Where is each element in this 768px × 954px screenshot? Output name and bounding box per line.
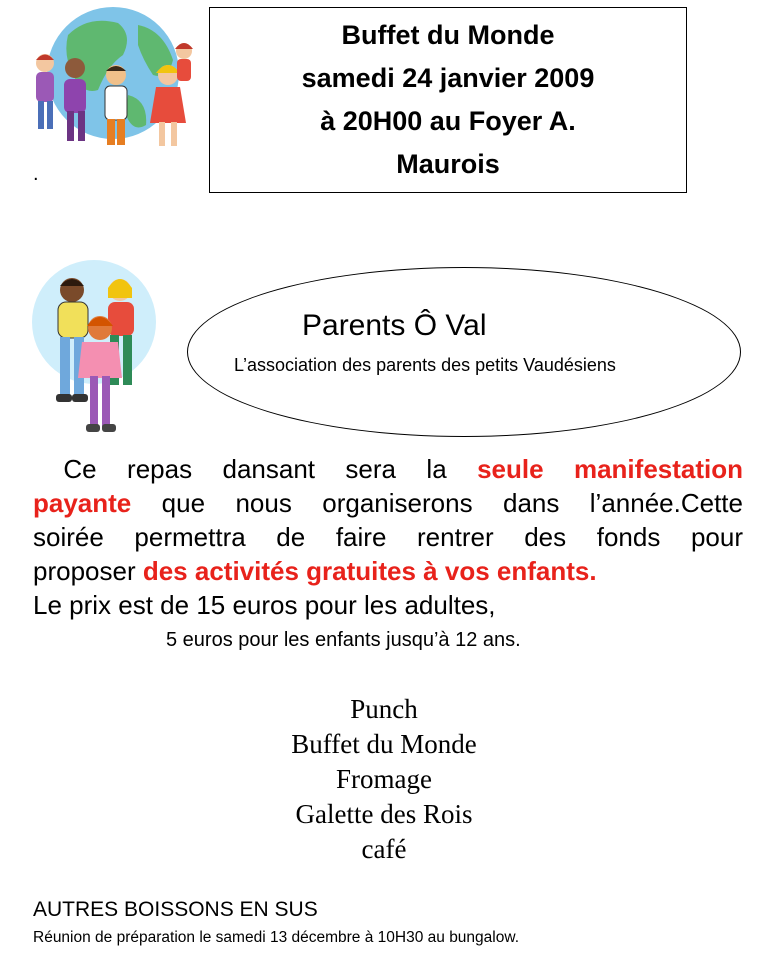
description-paragraph bbox=[33, 452, 743, 622]
association-subtitle: L’association des parents des petits Vaudésiens bbox=[234, 355, 616, 375]
paragraph-line-4: proposer des activités gratuites à vos enfants. bbox=[33, 556, 597, 586]
stray-dot: . bbox=[33, 163, 39, 185]
adult-price-line: Le prix est de 15 euros pour les adultes, bbox=[33, 590, 496, 620]
children-circle-illustration bbox=[32, 258, 164, 440]
event-title-box bbox=[209, 7, 687, 193]
paragraph-line-1: Ce repas dansant sera la seule manifestation bbox=[33, 454, 743, 484]
highlight-activites-gratuites: des activités gratuites à vos enfants. bbox=[142, 556, 597, 586]
highlight-seule-manifestation: seule manifestation bbox=[477, 454, 743, 484]
other-drinks-note: AUTRES BOISSONS EN SUS bbox=[33, 898, 318, 921]
association-oval bbox=[187, 267, 741, 437]
menu-list bbox=[0, 692, 768, 867]
event-title-line: Buffet du Monde bbox=[341, 20, 555, 50]
preparation-meeting-note: Réunion de préparation le samedi 13 décembre à 10H30 au bungalow. bbox=[33, 929, 520, 946]
menu-item: café bbox=[361, 834, 407, 864]
menu-item: Fromage bbox=[336, 764, 432, 794]
event-place-line: Maurois bbox=[396, 149, 500, 179]
children-globe-illustration bbox=[28, 5, 198, 155]
menu-item: Buffet du Monde bbox=[291, 729, 477, 759]
paragraph-line-2: payante que nous organiserons dans l’année.Cette bbox=[33, 488, 743, 518]
highlight-payante: payante bbox=[33, 488, 132, 518]
menu-item: Galette des Rois bbox=[295, 799, 473, 829]
menu-item: Punch bbox=[350, 694, 418, 724]
association-name: Parents Ô Val bbox=[302, 309, 487, 342]
event-date-line: samedi 24 janvier 2009 bbox=[301, 63, 595, 93]
paragraph-line-3: soirée permettra de faire rentrer des fonds pour bbox=[33, 522, 743, 552]
child-price-line: 5 euros pour les enfants jusqu’à 12 ans. bbox=[166, 629, 521, 651]
event-time-place-line: à 20H00 au Foyer A. bbox=[320, 106, 576, 136]
